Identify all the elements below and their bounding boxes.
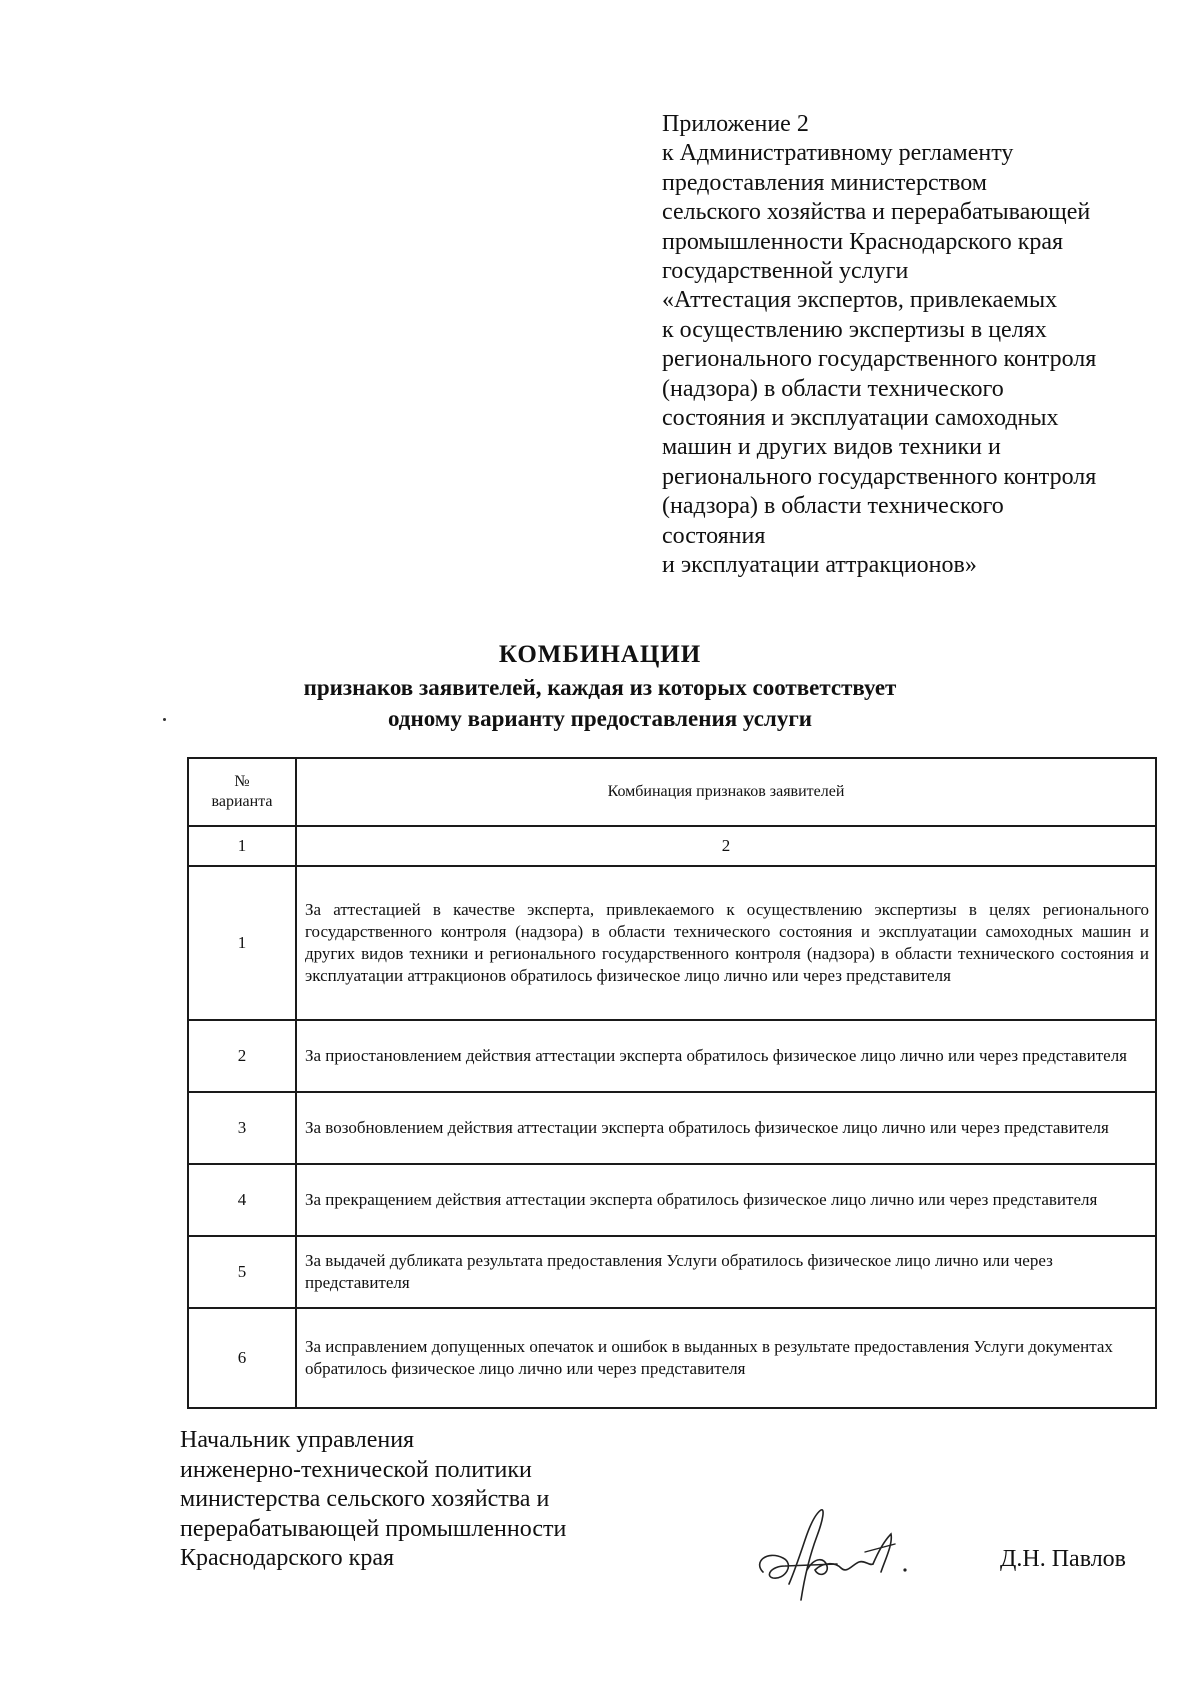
variant-number: 1 [188, 866, 296, 1020]
appendix-line: (надзора) в области технического [662, 375, 1004, 402]
appendix-line: и эксплуатации аттракционов» [662, 552, 977, 579]
appendix-line: состояния и эксплуатации самоходных [662, 405, 1059, 432]
variant-number: 3 [188, 1092, 296, 1164]
title-subtitle-line-1: признаков заявителей, каждая из которых соответствует [303, 675, 897, 700]
scan-speck [163, 718, 166, 721]
table-row [188, 1020, 1156, 1092]
position-line: Начальник управления [180, 1427, 415, 1453]
header-variant-number-symbol: № [234, 773, 250, 790]
header-variant-number-label: варианта [211, 793, 273, 810]
appendix-line: регионального государственного контроля [662, 463, 1097, 490]
column-index-1: 1 [188, 826, 296, 866]
signer-name: Д.Н. Павлов [1000, 1546, 1127, 1572]
variant-description: За возобновлением действия аттестации эксперта обратилось физическое лицо лично или через представителя [296, 1092, 1156, 1164]
table-row [188, 1092, 1156, 1164]
table-row [188, 1308, 1156, 1408]
position-line: перерабатывающей промышленности [180, 1515, 567, 1542]
appendix-heading [662, 110, 1182, 581]
appendix-line: машин и других видов техники и [662, 434, 1001, 461]
appendix-line: к Административному регламенту [662, 140, 1014, 167]
variants-table [187, 757, 1157, 1409]
variant-description: За аттестацией в качестве эксперта, привлекаемого к осуществлению экспертизы в целях регионального государственного контроля (надзора) в области технического состояния и эксплуатации самоходных машин и других видов техники и регионального государственного контроля (надзора) в области технического состояния и эксплуатации аттракционов обратилось физическое лицо лично или через представителя [296, 866, 1156, 1020]
column-index-2: 2 [296, 826, 1156, 866]
variant-number: 6 [188, 1308, 296, 1408]
title-subtitle-line-2: одному варианту предоставления услуги [387, 706, 813, 731]
header-variant-number [188, 758, 296, 826]
variant-number: 4 [188, 1164, 296, 1236]
handwritten-signature [745, 1500, 925, 1610]
appendix-line: предоставления министерством [662, 169, 987, 196]
signatory-position [180, 1426, 566, 1574]
appendix-line: сельского хозяйства и перерабатывающей [662, 199, 1091, 226]
table-row [188, 866, 1156, 1020]
table-row [188, 1164, 1156, 1236]
variant-description: За исправлением допущенных опечаток и ошибок в выданных в результате предоставления Услуги документах обратилось физическое лицо лично или через представителя [296, 1308, 1156, 1408]
position-line: министерства сельского хозяйства и [180, 1486, 550, 1512]
table-row [188, 1236, 1156, 1308]
position-line: инженерно-технической политики [180, 1456, 532, 1483]
variant-description: За приостановлением действия аттестации эксперта обратилось физическое лицо лично или через представителя [296, 1020, 1156, 1092]
appendix-line: состояния [662, 522, 766, 549]
document-title [0, 638, 1200, 734]
position-line: Краснодарского края [180, 1545, 395, 1571]
appendix-line: государственной услуги [662, 258, 909, 285]
header-combination: Комбинация признаков заявителей [296, 758, 1156, 826]
variant-number: 2 [188, 1020, 296, 1092]
table-index-row [188, 826, 1156, 866]
variant-description: За прекращением действия аттестации эксперта обратилось физическое лицо лично или через представителя [296, 1164, 1156, 1236]
appendix-line: Приложение 2 [662, 111, 809, 137]
appendix-line: «Аттестация экспертов, привлекаемых [662, 287, 1058, 314]
appendix-line: (надзора) в области технического [662, 493, 1004, 520]
appendix-line: регионального государственного контроля [662, 346, 1097, 373]
variant-description: За выдачей дубликата результата предоставления Услуги обратилось физическое лицо лично или через представителя [296, 1236, 1156, 1308]
table-header-row [188, 758, 1156, 826]
appendix-line: к осуществлению экспертизы в целях [662, 316, 1047, 343]
variant-number: 5 [188, 1236, 296, 1308]
title-main: КОМБИНАЦИИ [498, 641, 702, 668]
appendix-line: промышленности Краснодарского края [662, 228, 1064, 255]
